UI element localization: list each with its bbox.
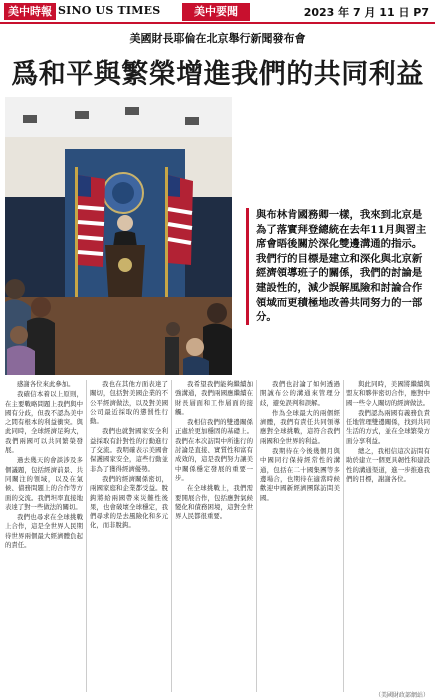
paragraph: 我們也就對國家安全利益採取有針對性的行動進行了交流。我明確表示美國會保護國家安全，這些行動並非為了獲得經濟優勢。 (90, 427, 168, 473)
paragraph: 我確信本着以上原則，在主要戰略問題上我們與中國有分歧，但我不認為美中之間有根本的利益衝突。與此同時，全球經濟足夠大，我們兩國可以共同繁榮發展。 (5, 390, 83, 455)
body-column-1 (5, 380, 83, 692)
column-divider (171, 380, 172, 692)
paragraph: 在全球挑戰上，我們需要開展合作，包括應對氣候變化和債務困境，這對全世界人民都很重要。 (175, 484, 253, 521)
date-page: 2023 年 7 月 11 日 P7 (303, 6, 429, 19)
column-divider (256, 380, 257, 692)
masthead (0, 0, 435, 24)
paragraph: 過去幾天的會談涉及多個議題，包括經濟前景、共同關注的領域，以及在氣候、債務問題上的合作等方面的交流。我們坦率直接地表達了對一些做法的關切。 (5, 456, 83, 511)
paragraph: 感謝各位來此參加。 (17, 380, 75, 388)
body-column-5 (346, 380, 430, 692)
body-column-4 (260, 380, 340, 692)
paragraph: 總之，我相信這次訪問有助於建立一個更具韌性和建設性的溝通渠道，進一步推進我們的目標，謝謝各位。 (346, 447, 430, 483)
paragraph: 我們認為兩國有義務負責任地管理雙邊關係，找到共同生活的方式，並在全球繁榮方面分享利益。 (346, 408, 430, 445)
section-tab: 美中要聞 (182, 3, 250, 21)
press-conference-photo (5, 97, 232, 375)
article-kicker: 美國財長耶倫在北京舉行新聞發布會 (129, 32, 306, 45)
pull-quote: 與布林肯國務卿一樣，我來到北京是為了落實拜登總統在去年11月與習主席會晤後關於深化雙邊溝通的指示。我們行的目標是建立和深化與北京新經濟領導班子的關係，我們的討論是建設性的，減少誤解風險和討論合作領域而更積極地改善共同努力的一部分。 (246, 208, 429, 325)
paragraph: 與此同時，美國將繼續與盟友和夥伴密切合作，應對中國一些令人關切的經濟做法。 (346, 380, 430, 407)
body-column-3 (175, 380, 253, 692)
column-divider (86, 380, 87, 692)
paragraph: 我們也尋求在全球挑戰上合作，這是全世界人民期待世界兩個最大經濟體負起的責任。 (5, 513, 83, 550)
paper-name: SINO US TIMES (58, 4, 161, 17)
article-headline: 爲和平與繁榮增進我們的共同利益 (11, 59, 424, 90)
column-divider (343, 380, 344, 692)
paragraph: 作為全球最大的兩個經濟體，我們有責任共同領導應對全球挑戰，這符合我們兩國和全世界的利益。 (260, 408, 340, 445)
paragraph: 我相信我們的雙邊關係正處於更加穩固的基礎上。我們在本次訪問中所進行的討論是直接、實質性和富有成效的，這是我們努力讓美中關係穩定發展的重要一步。 (175, 418, 253, 482)
paragraph: 我們也討論了如何透過開誠布公的溝通來管理分歧，避免誤判和誤解。 (260, 380, 340, 407)
photo-credit: （美國財政部網站） (374, 692, 429, 699)
press-conference-illustration (5, 97, 232, 375)
paragraph: 我們的經濟關係密切，兩國家庭和企業都受益。脫鈎將給兩國帶來災難性後果，也會破壞全球穩定，我們尋求的是去風險化和多元化，而非脫鈎。 (90, 474, 168, 530)
body-column-2 (90, 380, 168, 692)
article-body (5, 380, 430, 692)
newspaper-logo: 美中時報 (4, 3, 56, 20)
paragraph: 我也在其他方面表達了關切，包括對美國企業的不公平經濟做法，以及對美國公司最近採取的懲罰性行動。 (90, 380, 168, 426)
paragraph: 我期待在今後幾個月與中國同行保持經常性的溝通，包括在二十國集團等多邊場合，也期待在適當時候歡迎中國新經濟團隊訪問美國。 (260, 447, 340, 502)
paragraph: 我希望我們能夠繼續加強溝通，我們兩國應繼續在財長層面和工作層面的接觸。 (175, 380, 253, 416)
